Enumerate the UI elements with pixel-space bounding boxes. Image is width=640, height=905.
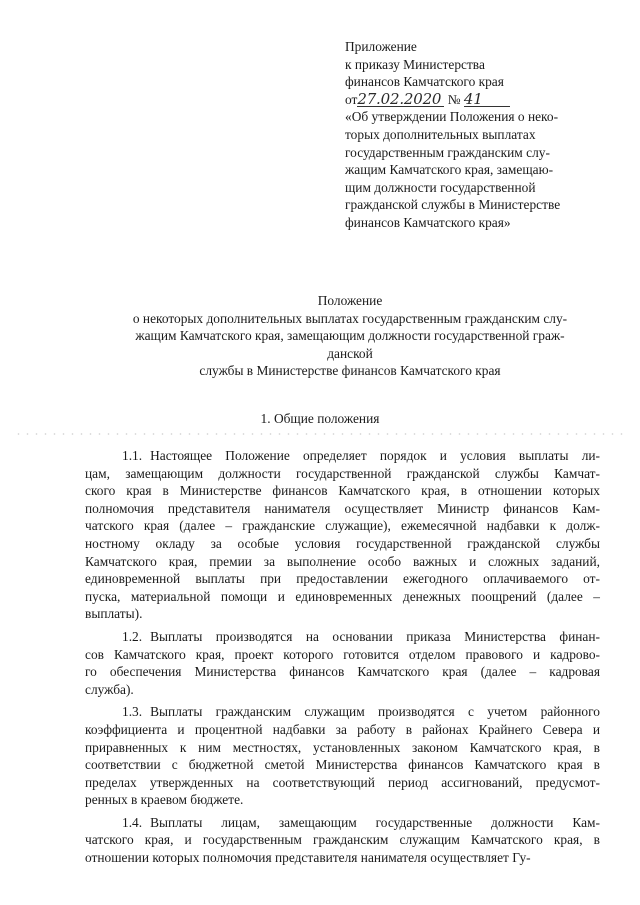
paragraph-line — [85, 814, 600, 832]
paragraph-line: го обеспечения Министерства финансов Камчатского края (далее – кадровая — [85, 664, 600, 680]
paragraph-line: полномочия представителя нанимателя осуществляет Министр финансов Кам- — [85, 500, 600, 516]
paragraph-line: цам, замещающим должности государственной гражданской службы Камчат- — [85, 465, 600, 481]
section-body — [85, 447, 600, 872]
approval-subject-6: гражданской службы в Министерстве — [345, 197, 561, 213]
paragraph-line — [85, 703, 600, 721]
approval-line-3: финансов Камчатского края — [345, 74, 504, 90]
paragraph-line: пределах утвержденных на соответствующий период ассигнований, предусмот- — [85, 774, 600, 790]
paragraph-text: Выплаты производятся на основании приказа Министерства финан- — [150, 628, 600, 644]
paragraph-2 — [85, 628, 600, 698]
paragraph-line: отношении которых полномочия представителя нанимателя осуществляет Гу- — [85, 850, 531, 866]
approval-subject-5: щим должности государственной — [345, 179, 536, 195]
handwritten-date: 27.02.2020 — [357, 91, 444, 107]
paragraph-line: Камчатского края, премии за выполнение особо важных и сложных заданий, — [85, 553, 600, 569]
paragraph-text: Выплаты гражданским служащим производятся с учетом районного — [150, 704, 600, 720]
title-line-4: данской — [327, 345, 373, 361]
paragraph-line — [85, 628, 600, 646]
approval-date-line — [345, 91, 595, 109]
paragraph-line: ского края в Министерстве финансов Камчатского края, в отношении которых — [85, 483, 600, 499]
approval-subject-1: «Об утверждении Положения о неко- — [345, 109, 559, 125]
title-line-5: службы в Министерстве финансов Камчатского края — [199, 363, 501, 379]
document-title — [100, 292, 600, 380]
approval-subject-4: жащим Камчатского края, замещаю- — [345, 162, 554, 178]
section-heading: 1. Общие положения — [260, 411, 380, 426]
paragraph-line: сов Камчатского края, проект которого готовится отделом правового и кадрово- — [85, 646, 600, 662]
paragraph-number: 1.3. — [122, 704, 143, 720]
paragraph-line: приравненных к ним местностях, установленных законом Камчатского края, в — [85, 739, 600, 755]
paragraph-number: 1.1. — [122, 448, 143, 463]
paragraph-number: 1.4. — [122, 814, 143, 830]
paragraph-line: коэффициента и процентной надбавки за работу в районах Крайнего Севера и — [85, 721, 600, 737]
paragraph-line: ностному окладу за особые условия государственной гражданской службы — [85, 535, 600, 551]
paragraph-text: Выплаты лицам, замещающим государственные должности Кам- — [150, 814, 600, 830]
handwritten-number: 41 — [464, 91, 510, 107]
title-line-1: Положение — [317, 293, 383, 308]
paragraph-4 — [85, 814, 600, 867]
paragraph-text: Настоящее Положение определяет порядок и условия выплаты ли- — [150, 448, 600, 463]
paragraph-line: чатского края (далее – гражданские служащие), ежемесячной надбавки к долж- — [85, 518, 600, 534]
paragraph-number: 1.2. — [122, 628, 143, 644]
paragraph-line: выплаты). — [85, 606, 143, 622]
paragraph-line: чатского края, и государственным гражданским служащим Камчатского края, в — [85, 832, 600, 848]
title-line-2: о некоторых дополнительных выплатах государственным гражданским слу- — [132, 310, 568, 326]
paragraph-1 — [85, 447, 600, 623]
approval-subject-3: государственным гражданским слу- — [345, 144, 550, 160]
approval-stamp-block — [345, 38, 595, 232]
paragraph-line: пуска, материальной помощи и единовременных денежных поощрений (далее – — [85, 588, 600, 604]
paragraph-line: единовременной выплаты при предоставлении ежегодного оплачиваемого от- — [85, 571, 600, 587]
approval-subject-2: торых дополнительных выплатах — [345, 126, 536, 142]
number-sign: № — [447, 91, 461, 107]
approval-subject-7: финансов Камчатского края» — [345, 214, 511, 230]
approval-line-2: к приказу Министерства — [345, 56, 485, 72]
paragraph-line — [85, 447, 600, 465]
scan-noise-divider — [14, 432, 626, 436]
date-prefix: от — [345, 91, 358, 107]
paragraph-line: служба). — [85, 681, 134, 697]
approval-line-1: Приложение — [345, 39, 417, 54]
paragraph-line: соответствии с бюджетной сметой Министерства финансов Камчатского края в — [85, 757, 600, 773]
title-line-3: жащим Камчатского края, замещающим должности государственной граж- — [135, 328, 565, 344]
paragraph-line: ренных в краевом бюджете. — [85, 792, 244, 808]
paragraph-3 — [85, 703, 600, 809]
